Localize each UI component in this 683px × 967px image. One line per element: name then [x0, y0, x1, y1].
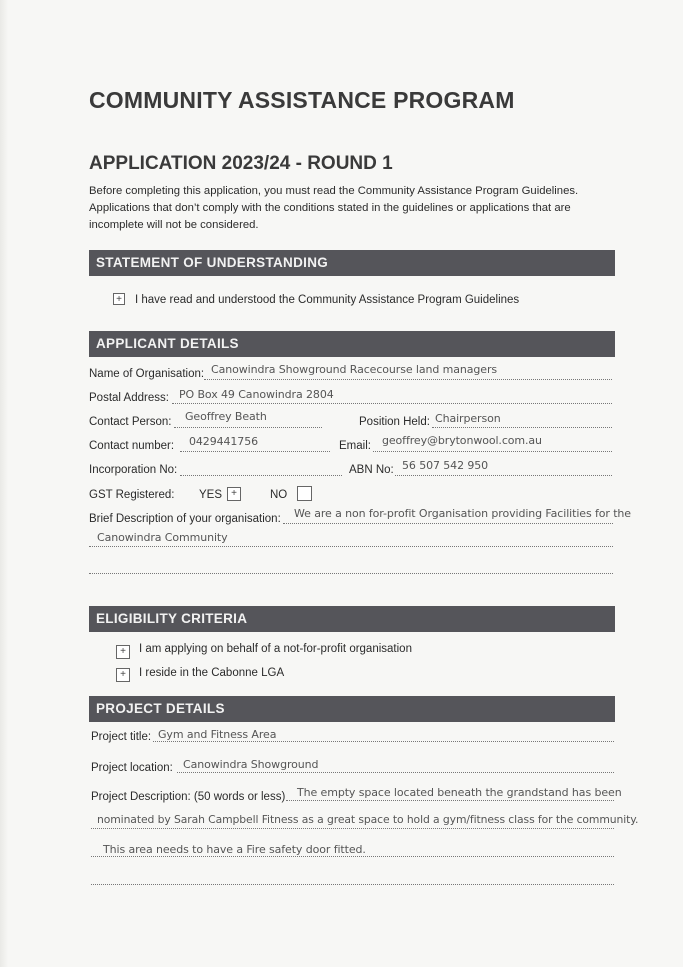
contact-number-value: 0429441756 [189, 435, 258, 448]
project-description-line[interactable] [91, 856, 614, 857]
guidelines-checkbox[interactable]: + [113, 293, 125, 305]
organisation-name-value: Canowindra Showground Racecourse land managers [211, 363, 498, 376]
abn-line[interactable] [395, 475, 612, 476]
contact-person-line[interactable] [174, 427, 322, 428]
section-applicant-heading: APPLICANT DETAILS [89, 331, 615, 357]
project-description-line[interactable] [91, 884, 614, 885]
application-round-title: APPLICATION 2023/24 - ROUND 1 [89, 153, 393, 174]
section-eligibility-heading: ELIGIBILITY CRITERIA [89, 606, 615, 632]
project-description-value: nominated by Sarah Campbell Fitness as a great space to hold a gym/fitness class for the community. [97, 813, 639, 826]
incorporation-number-line[interactable] [180, 475, 342, 476]
gst-registered-label: GST Registered: [89, 489, 175, 501]
project-description-line[interactable] [91, 828, 614, 829]
abn-value: 56 507 542 950 [402, 459, 489, 472]
project-location-line[interactable] [177, 772, 614, 773]
contact-number-label: Contact number: [89, 440, 175, 452]
position-held-label: Position Held: [359, 416, 430, 428]
project-description-line[interactable] [286, 800, 614, 801]
guidelines-checkbox-label: I have read and understood the Community Assistance Program Guidelines [135, 294, 520, 306]
abn-label: ABN No: [349, 464, 394, 476]
organisation-description-line[interactable] [89, 546, 613, 547]
incorporation-number-label: Incorporation No: [89, 464, 178, 476]
project-description-value: This area needs to have a Fire safety door fitted. [103, 843, 366, 856]
project-description-value: The empty space located beneath the grandstand has been [297, 786, 622, 799]
organisation-name-label: Name of Organisation: [89, 368, 205, 380]
postal-address-label: Postal Address: [89, 392, 169, 404]
organisation-description-value: We are a non for-profit Organisation providing Facilities for the [294, 507, 631, 520]
organisation-description-line[interactable] [89, 573, 613, 574]
project-location-label: Project location: [91, 762, 173, 774]
postal-address-line[interactable] [172, 403, 612, 404]
not-for-profit-checkbox[interactable]: + [116, 645, 130, 659]
intro-line: Before completing this application, you must read the Community Assistance Program Guidelines. [89, 185, 579, 197]
email-label: Email: [339, 440, 371, 452]
project-title-label: Project title: [91, 731, 152, 743]
gst-yes-checkbox[interactable]: + [227, 487, 241, 501]
page-title: COMMUNITY ASSISTANCE PROGRAM [89, 87, 515, 113]
organisation-description-value: Canowindra Community [97, 531, 228, 544]
organisation-name-line[interactable] [204, 379, 612, 380]
intro-line: incomplete will not be considered. [89, 219, 259, 231]
postal-address-value: PO Box 49 Canowindra 2804 [179, 388, 334, 401]
position-held-value: Chairperson [435, 412, 501, 425]
email-value: geoffrey@brytonwool.com.au [382, 434, 542, 447]
project-location-value: Canowindra Showground [183, 758, 319, 771]
gst-no-checkbox[interactable] [297, 486, 312, 501]
cabonne-lga-checkbox[interactable]: + [116, 668, 130, 682]
position-held-line[interactable] [432, 427, 612, 428]
intro-line: Applications that don’t comply with the conditions stated in the guidelines or applications that are [89, 202, 571, 214]
organisation-description-label: Brief Description of your organisation: [89, 513, 281, 525]
contact-number-line[interactable] [180, 451, 330, 452]
scan-edge [0, 0, 8, 967]
section-statement-heading: STATEMENT OF UNDERSTANDING [89, 250, 615, 276]
contact-person-label: Contact Person: [89, 416, 172, 428]
email-line[interactable] [373, 451, 612, 452]
project-title-value: Gym and Fitness Area [158, 728, 277, 741]
intro-text [89, 183, 609, 234]
not-for-profit-label: I am applying on behalf of a not-for-profit organisation [139, 643, 412, 655]
gst-no-label: NO [270, 489, 288, 501]
cabonne-lga-label: I reside in the Cabonne LGA [139, 667, 285, 679]
gst-yes-label: YES [199, 489, 223, 501]
organisation-description-line[interactable] [283, 523, 613, 524]
project-title-line[interactable] [153, 741, 614, 742]
contact-person-value: Geoffrey Beath [185, 410, 267, 423]
project-description-label: Project Description: (50 words or less) [91, 791, 286, 803]
section-project-heading: PROJECT DETAILS [89, 696, 615, 722]
